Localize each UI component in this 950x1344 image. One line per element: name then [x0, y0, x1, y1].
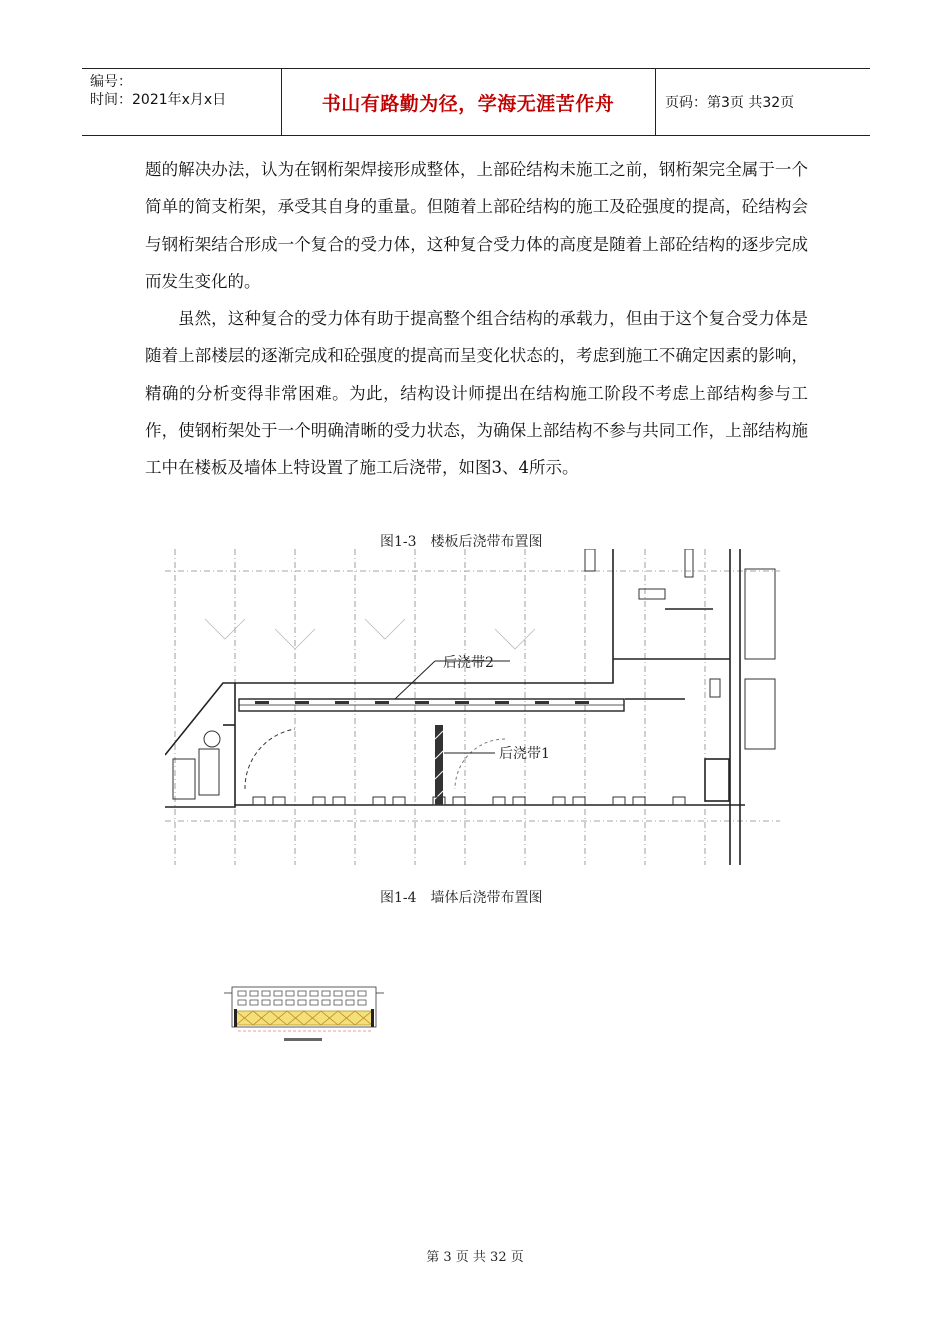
header-page-info: 页码：第3页 共32页	[665, 95, 795, 111]
wall-post-pour-drawing	[222, 983, 386, 1045]
document-time: 时间：2021年x月x日	[90, 92, 227, 108]
document-number: 编号：	[90, 74, 132, 90]
page-footer: 第 3 页 共 32 页	[426, 1250, 524, 1265]
header-meta-cell	[82, 69, 282, 135]
paragraph-1: 题的解决办法，认为在钢桁架焊接形成整体，上部砼结构未施工之前，钢桁架完全属于一个简单的简支桁架，承受其自身的重量。但随着上部砼结构的施工及砼强度的提高，砼结构会与钢桁架结合形成一个复合的受力体，这种复合受力体的高度是随着上部砼结构的逐步完成而发生变化的。	[145, 160, 808, 291]
figure-1-4-caption: 图1-4 墙体后浇带布置图	[380, 890, 543, 906]
floor-slab-plan-drawing	[165, 549, 780, 865]
band-1-label: 后浇带1	[499, 746, 550, 762]
paragraph-2: 虽然，这种复合的受力体有助于提高整个组合结构的承载力，但由于这个复合受力体是随着上部楼层的逐渐完成和砼强度的提高而呈变化状态的，考虑到施工不确定因素的影响，精确的分析变得非常困难。为此，结构设计师提出在结构施工阶段不考虑上部结构参与工作，使钢桁架处于一个明确清晰的受力状态，为确保上部结构不参与共同工作，上部结构施工中在楼板及墙体上特设置了施工后浇带，如图3、4所示。	[145, 309, 808, 478]
page-header	[82, 68, 870, 136]
motto-text: 书山有路勤为径，学海无涯苦作舟	[321, 92, 615, 115]
header-motto-cell	[281, 69, 656, 135]
band-2-label: 后浇带2	[443, 655, 494, 671]
figure-1-3-caption: 图1-3 楼板后浇带布置图	[380, 534, 543, 550]
